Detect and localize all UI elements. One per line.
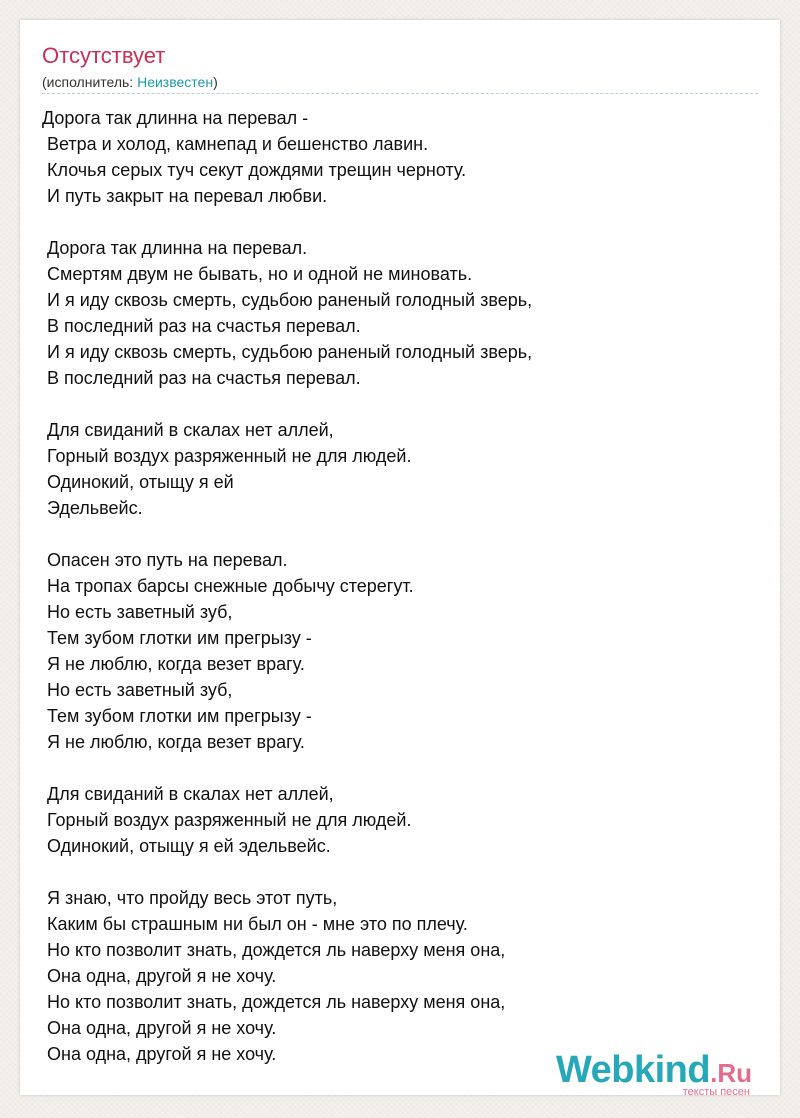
lyric-line: Она одна, другой я не хочу. bbox=[42, 966, 277, 986]
lyric-line bbox=[42, 755, 758, 781]
logo-tld-text: .Ru bbox=[710, 1058, 752, 1088]
lyric-line: Одинокий, отыщу я ей эдельвейс. bbox=[42, 836, 331, 856]
lyric-line: Для свиданий в скалах нет аллей, bbox=[42, 420, 334, 440]
lyric-line: Я не люблю, когда везет врагу. bbox=[42, 654, 305, 674]
lyric-line: Но есть заветный зуб, bbox=[42, 680, 233, 700]
artist-line bbox=[42, 73, 218, 91]
song-title: Отсутствует bbox=[42, 43, 166, 68]
lyric-line: Опасен это путь на перевал. bbox=[42, 550, 288, 570]
artist-suffix: ) bbox=[213, 74, 218, 90]
lyric-line: Горный воздух разряженный не для людей. bbox=[42, 446, 412, 466]
lyric-line: Она одна, другой я не хочу. bbox=[42, 1018, 277, 1038]
lyric-line bbox=[42, 521, 758, 547]
lyric-line: Дорога так длинна на перевал - bbox=[42, 108, 309, 128]
logo-main-text: Webkind bbox=[555, 1049, 711, 1091]
artist-prefix: (исполнитель: bbox=[42, 74, 138, 90]
lyric-line: Но кто позволит знать, дождется ль наверху меня она, bbox=[42, 992, 506, 1012]
logo-tagline: тексты песен bbox=[682, 1086, 750, 1098]
lyric-line: Ветра и холод, камнепад и бешенство лавин. bbox=[42, 134, 429, 154]
lyric-line: В последний раз на счастья перевал. bbox=[42, 316, 361, 336]
lyric-line: Она одна, другой я не хочу. bbox=[42, 1044, 277, 1064]
lyric-line: Но кто позволит знать, дождется ль наверху меня она, bbox=[42, 940, 506, 960]
lyric-line: Я знаю, что пройду весь этот путь, bbox=[42, 888, 338, 908]
artist-link[interactable]: Неизвестен bbox=[137, 74, 214, 90]
lyrics-body bbox=[42, 105, 758, 1067]
lyric-line: В последний раз на счастья перевал. bbox=[42, 368, 361, 388]
lyric-line: И путь закрыт на перевал любви. bbox=[42, 186, 328, 206]
title-divider bbox=[42, 93, 758, 94]
lyrics-card bbox=[20, 20, 780, 1098]
lyric-line: Тем зубом глотки им прегрызу - bbox=[42, 628, 312, 648]
site-logo[interactable] bbox=[556, 1051, 752, 1098]
lyric-line: Смертям двум не бывать, но и одной не миновать. bbox=[42, 264, 473, 284]
lyric-line: И я иду сквозь смерть, судьбою раненый голодный зверь, bbox=[42, 342, 533, 362]
lyric-line bbox=[42, 209, 758, 235]
lyric-line: Дорога так длинна на перевал. bbox=[42, 238, 308, 258]
lyric-line: Клочья серых туч секут дождями трещин черноту. bbox=[42, 160, 467, 180]
lyric-line: Каким бы страшным ни был он - мне это по плечу. bbox=[42, 914, 468, 934]
lyric-line: Но есть заветный зуб, bbox=[42, 602, 233, 622]
lyric-line bbox=[42, 391, 758, 417]
lyric-line: Для свиданий в скалах нет аллей, bbox=[42, 784, 334, 804]
lyric-line: Я не люблю, когда везет врагу. bbox=[42, 732, 305, 752]
lyric-line bbox=[42, 859, 758, 885]
lyric-line: На тропах барсы снежные добычу стерегут. bbox=[42, 576, 414, 596]
lyric-line: Тем зубом глотки им прегрызу - bbox=[42, 706, 312, 726]
lyric-line: Одинокий, отыщу я ей bbox=[42, 472, 234, 492]
lyric-line: И я иду сквозь смерть, судьбою раненый голодный зверь, bbox=[42, 290, 533, 310]
lyric-line: Горный воздух разряженный не для людей. bbox=[42, 810, 412, 830]
lyric-line: Эдельвейс. bbox=[42, 498, 143, 518]
